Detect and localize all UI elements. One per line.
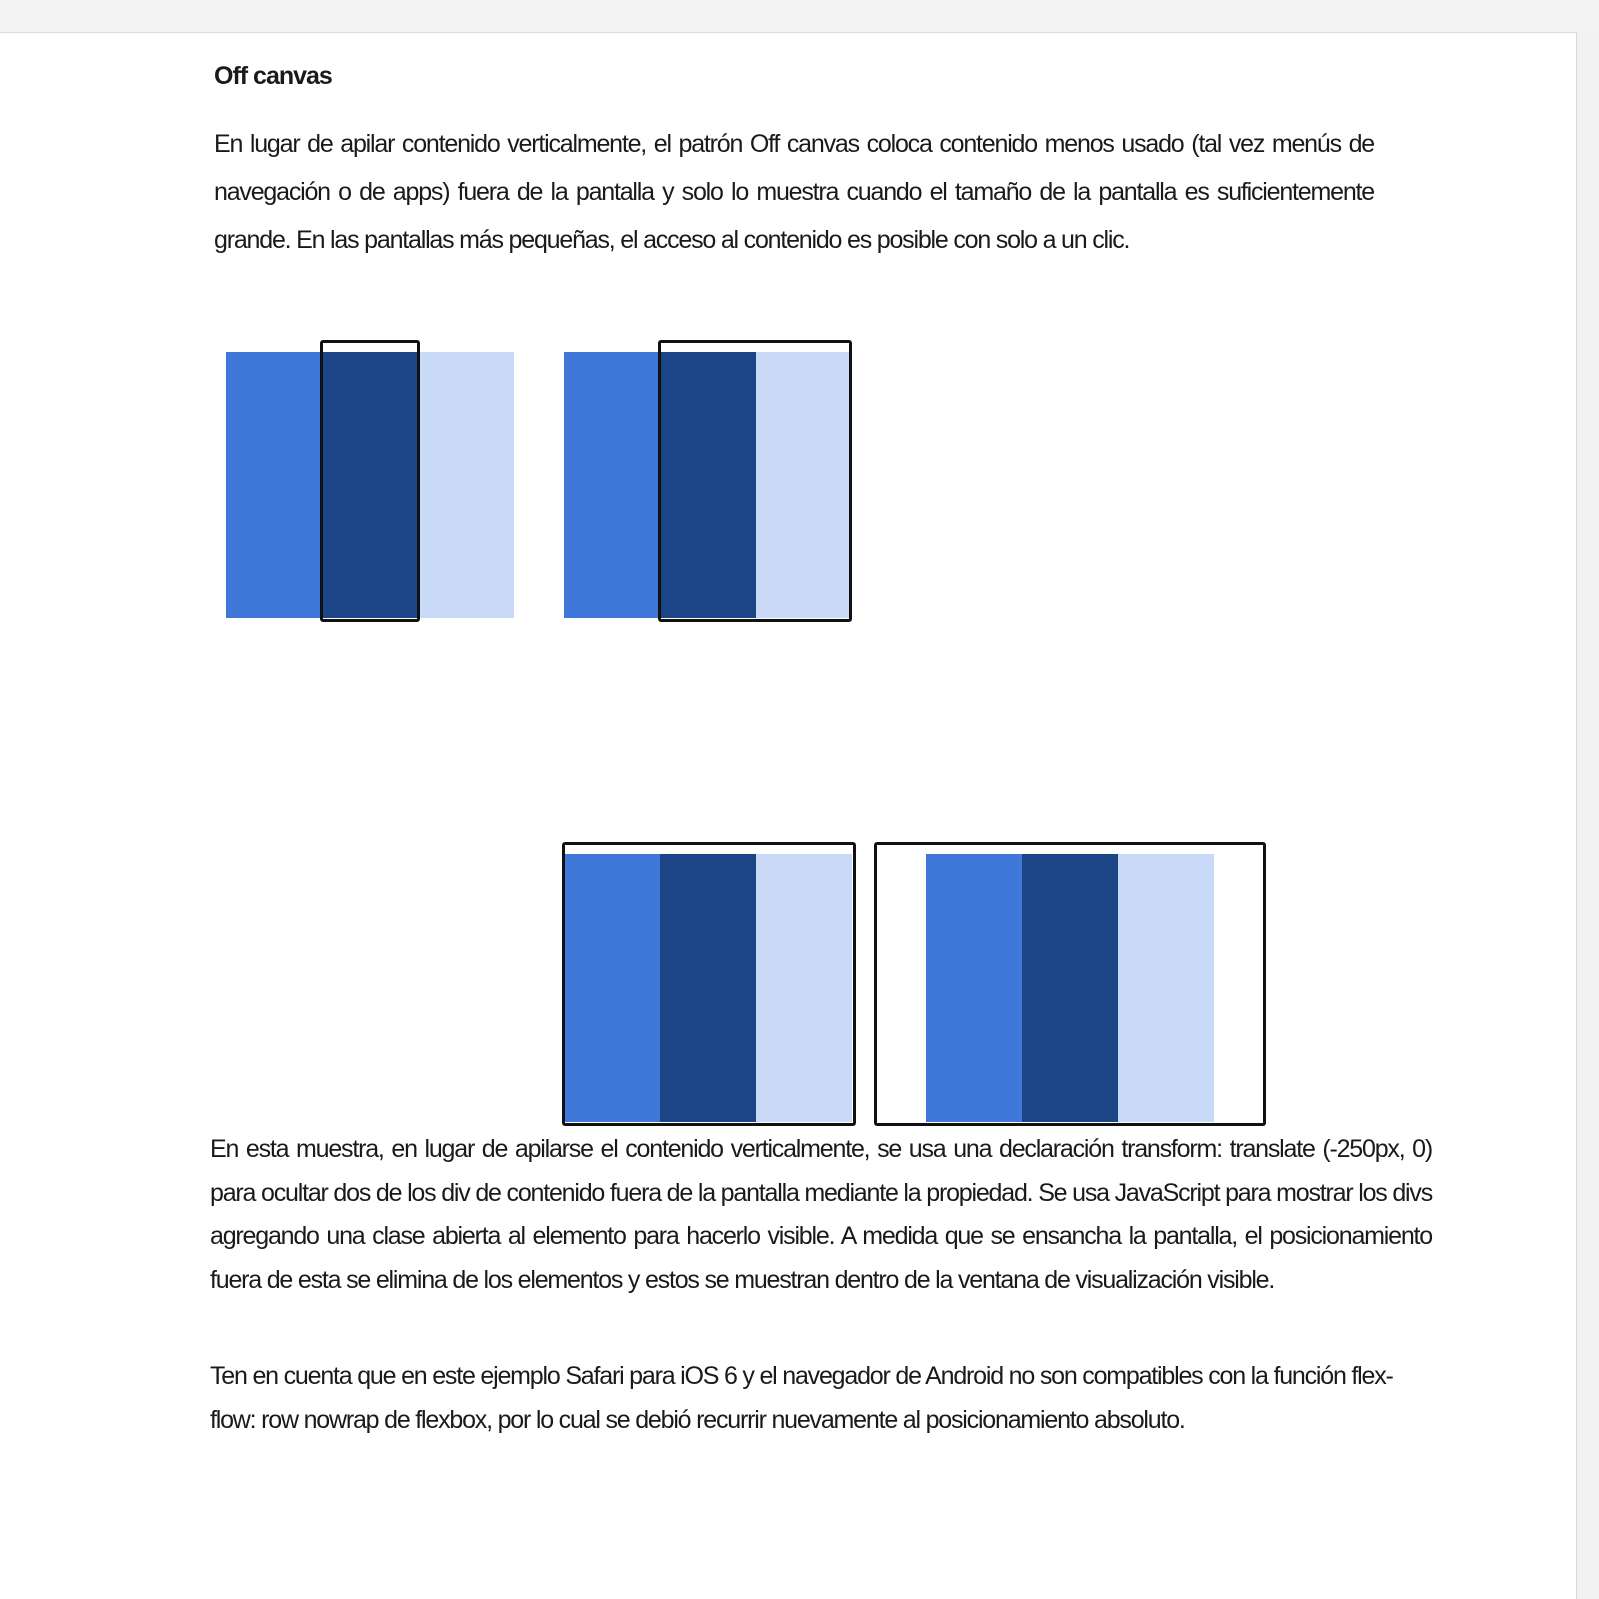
intro-paragraph: En lugar de apilar contenido verticalmente, el patrón Off canvas coloca contenido menos usado (tal vez menús de navegación o de apps) fuera de la pantalla y solo lo muestra cuando el tamaño de la pantalla es suficientemente grande. En las pantallas más pequeñas, el acceso al contenido es posible con solo a un clic. — [214, 130, 1374, 254]
diagram-small-screen-open — [564, 340, 856, 622]
viewer-scroll-edge[interactable] — [1576, 32, 1599, 1599]
diagram-large-screen — [874, 842, 1266, 1126]
content-block-light-blue — [418, 352, 514, 618]
viewport-frame — [658, 340, 852, 622]
content-block-medium-blue — [564, 352, 660, 618]
section-heading: Off canvas — [214, 62, 332, 90]
viewport-frame — [320, 340, 420, 622]
diagram-small-screen-closed — [226, 340, 518, 622]
viewport-frame — [874, 842, 1266, 1126]
compatibility-note-paragraph: Ten en cuenta que en este ejemplo Safari para iOS 6 y el navegador de Android no son compatibles con la función flex-flow: row nowrap de flexbox, por lo cual se debió recurrir nuevamente al posicionamiento absoluto. — [210, 1362, 1393, 1434]
content-block-medium-blue — [226, 352, 322, 618]
diagram-medium-screen — [562, 842, 856, 1126]
explanation-paragraph: En esta muestra, en lugar de apilarse el contenido verticalmente, se usa una declaración transform: translate (-250px, 0) para ocultar dos de los div de contenido fuera de la pantalla mediante la propiedad. Se usa JavaScript para mostrar los divs agregando una clase abierta al elemento para hacerlo visible. A medida que se ensancha la pantalla, el posicionamiento fuera de esta se elimina de los elementos y estos se muestran dentro de la ventana de visualización visible. — [210, 1135, 1432, 1294]
viewer-top-bar — [0, 0, 1599, 33]
viewport-frame — [562, 842, 856, 1126]
